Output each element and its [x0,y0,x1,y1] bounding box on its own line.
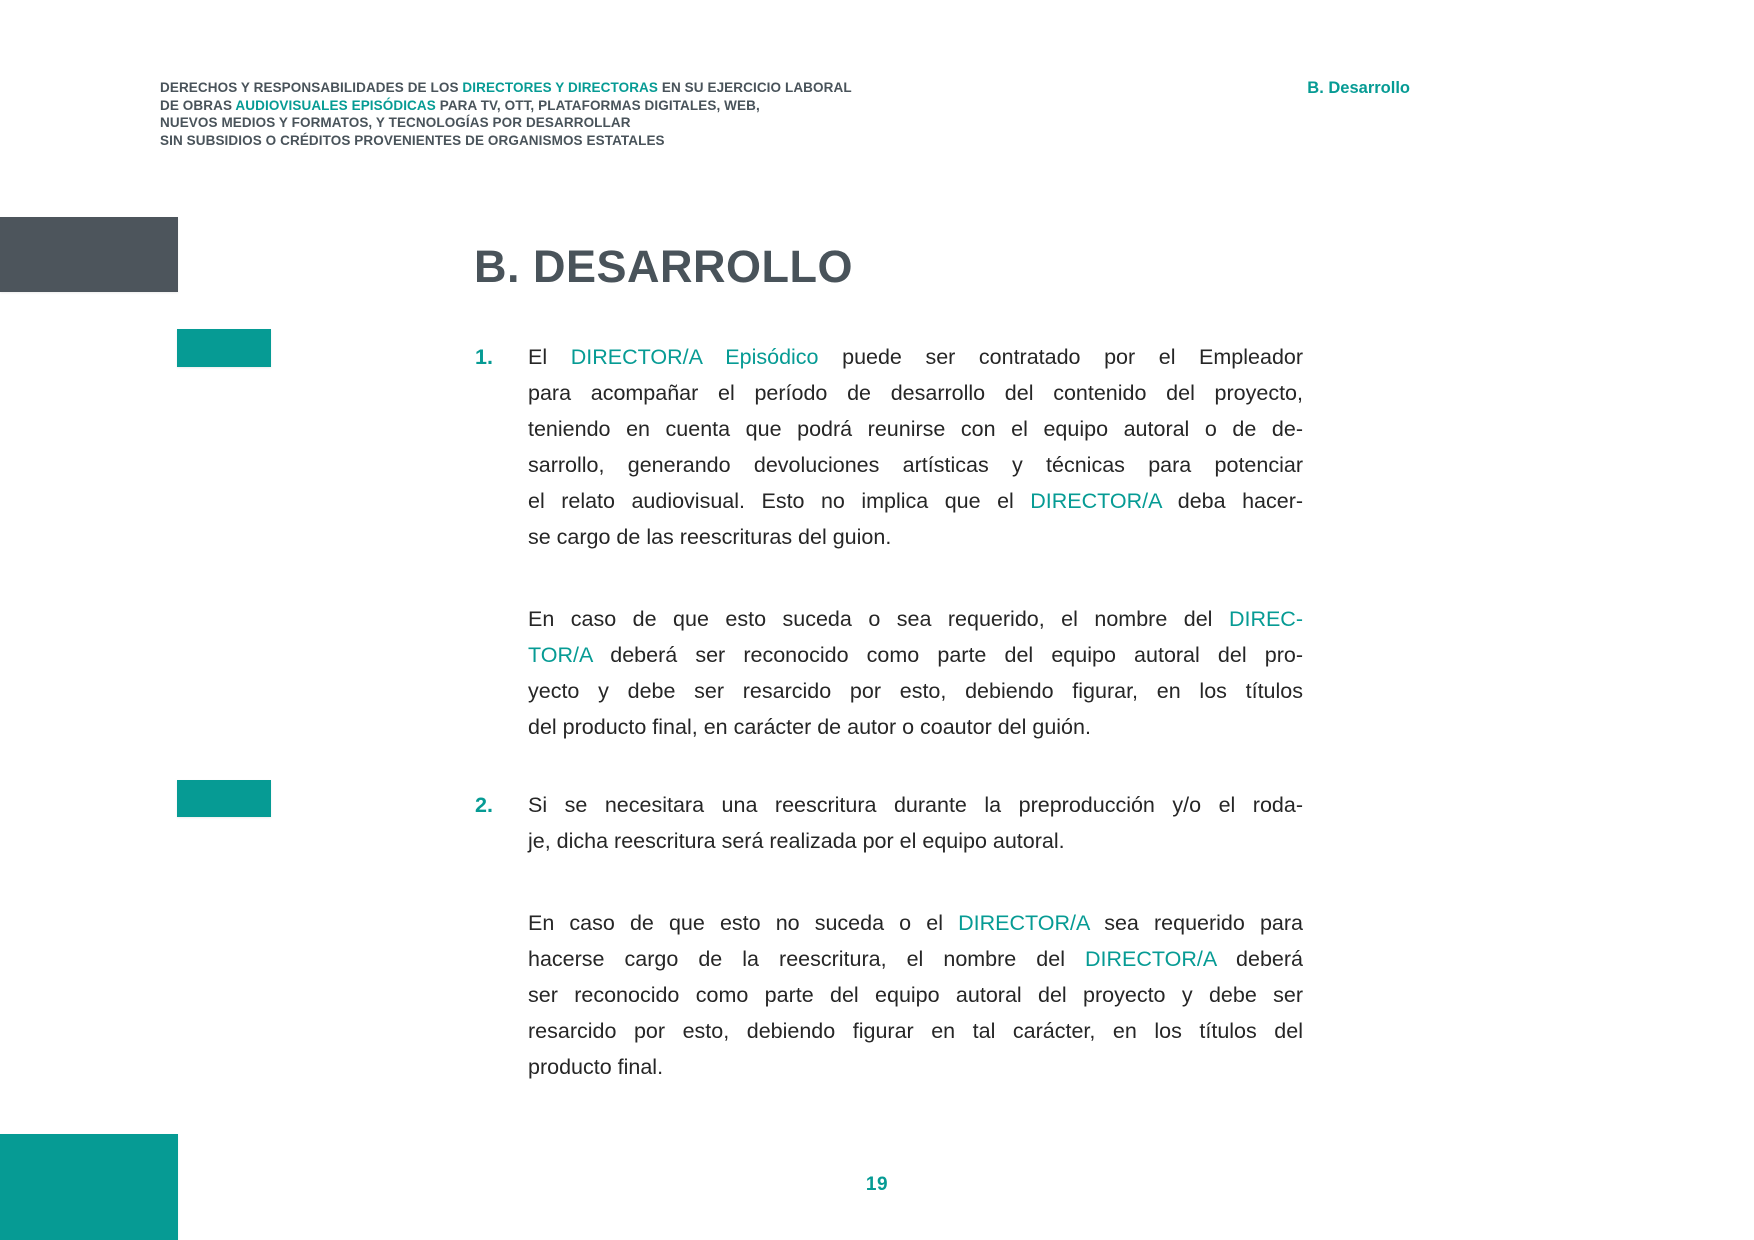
plain-text: se cargo de las reescrituras del guion. [528,525,892,549]
body-line [528,601,1303,637]
plain-text: Si se necesitara una reescritura durante la preproducción y/o el roda- [528,793,1303,817]
accent-text: TOR/A [528,643,593,667]
plain-text: yecto y debe ser resarcido por esto, debiendo figurar, en los títulos [528,679,1303,703]
accent-text: DIRECTOR/A [958,911,1090,935]
accent-text: DIRECTORES Y DIRECTORAS [462,80,658,95]
plain-text: deberá [1216,947,1304,971]
plain-text: En caso de que esto suceda o sea requerido, el nombre del [528,607,1229,631]
plain-text: hacerse cargo de la reescritura, el nombre del [528,947,1086,971]
list-number: 1. [475,345,493,369]
body-line [528,709,1303,745]
body-line [528,519,1303,555]
plain-text: del producto final, en carácter de autor o coautor del guión. [528,715,1091,739]
section-body [475,339,1303,1085]
plain-text: deba hacer- [1161,489,1304,513]
body-line [528,673,1303,709]
decor-teal-rectangle-top [177,329,271,367]
plain-text: ser reconocido como parte del equipo autoral del proyecto y debe ser [528,983,1303,1007]
body-line [528,411,1303,447]
plain-text: deberá ser reconocido como parte del equipo autoral del pro- [592,643,1303,667]
body-line [528,1013,1303,1049]
body-line [528,1049,1303,1085]
body-line [528,787,1303,823]
list-item-paragraphs [528,787,1303,1085]
running-title-line [160,97,920,115]
body-line [528,339,1303,375]
plain-text: DE OBRAS [160,97,236,113]
running-title-line [160,114,920,132]
paragraph [528,339,1303,555]
paragraph [528,905,1303,1085]
body-line [528,905,1303,941]
plain-text: DERECHOS Y RESPONSABILIDADES DE LOS [160,80,463,95]
plain-text: PARA TV, OTT, PLATAFORMAS DIGITALES, WEB, [435,97,760,113]
document-running-title [160,79,920,149]
plain-text: sea requerido para [1089,911,1303,935]
body-line [528,375,1303,411]
accent-text: DIRECTOR/A [1030,489,1162,513]
section-label: B. Desarrollo [1307,79,1410,97]
accent-text: DIREC- [1228,607,1303,631]
running-title-line [160,132,920,150]
accent-text: DIRECTOR/A Episódico [570,345,819,369]
body-line [528,977,1303,1013]
body-line [528,637,1303,673]
plain-text: producto final. [528,1055,664,1079]
paragraph [528,787,1303,859]
decor-dark-rectangle [0,217,178,292]
body-line [528,483,1303,519]
plain-text: EN SU EJERCICIO LABORAL [658,80,852,95]
plain-text: resarcido por esto, debiendo figurar en tal carácter, en los títulos del [528,1019,1303,1043]
accent-text: DIRECTOR/A [1085,947,1217,971]
list-item-1 [475,339,1303,745]
plain-text: sarrollo, generando devoluciones artísticas y técnicas para potenciar [528,453,1303,477]
plain-text: En caso de que esto no suceda o el [528,911,959,935]
body-line [528,447,1303,483]
plain-text: puede ser contratado por el Empleador [818,345,1304,369]
body-line [528,941,1303,977]
plain-text: SIN SUBSIDIOS O CRÉDITOS PROVENIENTES DE ORGANISMOS ESTATALES [160,132,665,148]
list-item-2 [475,787,1303,1085]
section-heading: B. DESARROLLO [474,241,854,292]
list-item-paragraphs [528,339,1303,745]
plain-text: NUEVOS MEDIOS Y FORMATOS, Y TECNOLOGÍAS POR DESARROLLAR [160,115,631,130]
paragraph [528,601,1303,745]
decor-teal-rectangle-middle [177,780,271,817]
running-title-line [160,79,920,97]
list-number: 2. [475,793,493,817]
plain-text: el relato audiovisual. Esto no implica que el [528,489,1031,513]
plain-text: je, dicha reescritura será realizada por el equipo autoral. [528,829,1065,853]
page-number: 19 [865,1174,889,1195]
plain-text: teniendo en cuenta que podrá reunirse con el equipo autoral o de de- [528,417,1303,441]
body-line [528,823,1303,859]
plain-text: para acompañar el período de desarrollo del contenido del proyecto, [528,381,1303,405]
plain-text: El [528,345,571,369]
accent-text: AUDIOVISUALES EPISÓDICAS [235,97,436,113]
